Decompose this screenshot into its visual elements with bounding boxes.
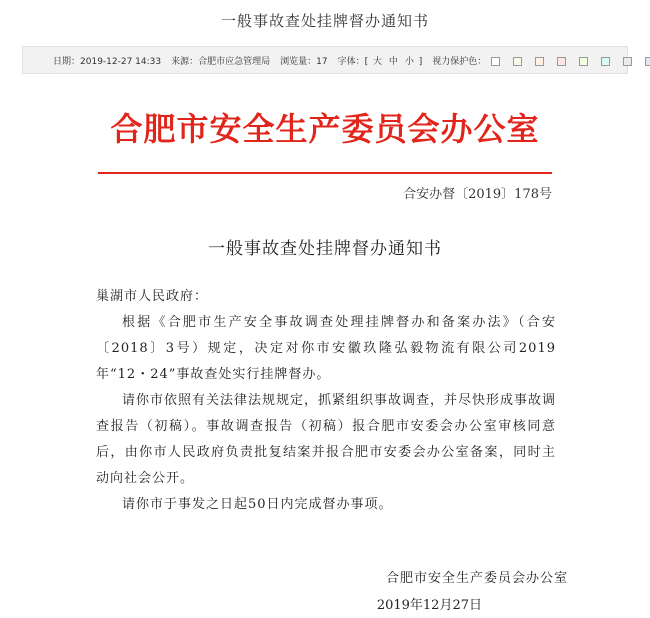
body-paragraph: 根据《合肥市生产安全事故调查处理挂牌督办和备案办法》（合安〔2018〕3号）规定，决定对你市安徽玖隆弘毅物流有限公司2019年“12・24”事故查处实行挂牌督办。	[96, 315, 556, 382]
color-swatch[interactable]	[623, 57, 632, 66]
color-swatch[interactable]	[601, 57, 610, 66]
body-paragraph: 请你市于事发之日起50日内完成督办事项。	[122, 497, 393, 512]
color-swatch[interactable]	[557, 57, 566, 66]
font-size-small-link[interactable]: 小	[404, 56, 414, 67]
document-body	[96, 284, 556, 518]
view-count: 浏览量：17	[280, 56, 328, 67]
page-title: 一般事故查处挂牌督办通知书	[220, 12, 429, 30]
color-swatch-group	[491, 57, 650, 66]
article-meta-bar	[22, 46, 628, 74]
font-size-medium-link[interactable]: 中	[388, 56, 398, 67]
color-swatch[interactable]	[645, 57, 650, 66]
issuer-header: 合肥市安全生产委员会办公室	[110, 110, 540, 148]
salutation: 巢湖市人民政府：	[96, 289, 209, 304]
red-divider	[98, 172, 552, 174]
source: 来源：合肥市应急管理局	[171, 56, 271, 67]
signature-organization: 合肥市安全生产委员会办公室	[385, 571, 568, 586]
body-paragraph: 请你市依照有关法律法规规定，抓紧组织事故调查，并尽快形成事故调查报告（初稿）。事故调查报告（初稿）报合肥市安委会办公室审核同意后，由你市人民政府负责批复结案并报合肥市安委会办公室备案，同时主动向社会公开。	[96, 393, 557, 486]
font-size-selector: 字体：[ 大 中 小 ]	[337, 56, 423, 67]
color-swatch[interactable]	[535, 57, 544, 66]
color-swatch[interactable]	[579, 57, 588, 66]
font-size-large-link[interactable]: 大	[373, 56, 383, 67]
color-swatch[interactable]	[491, 57, 500, 66]
document-title: 一般事故查处挂牌督办通知书	[208, 239, 442, 259]
signature-date: 2019年12月27日	[376, 598, 482, 613]
vision-protect-colors: 视力保护色：	[432, 54, 650, 67]
publish-date: 日期：2019-12-27 14:33	[53, 56, 162, 67]
document-number: 合安办督〔2019〕178号	[403, 187, 552, 202]
color-swatch[interactable]	[513, 57, 522, 66]
